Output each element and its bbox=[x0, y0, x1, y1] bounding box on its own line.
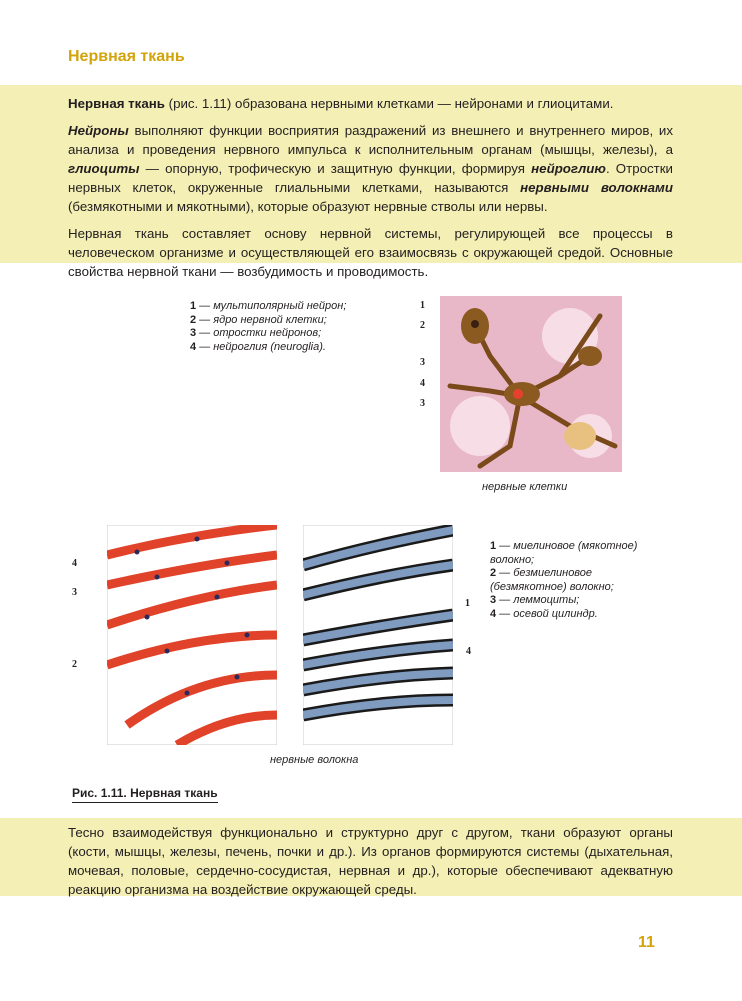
term: нервными волокнами bbox=[520, 180, 673, 195]
legend-fibers bbox=[490, 540, 650, 621]
term: Нейроны bbox=[68, 123, 129, 138]
label: 2 bbox=[72, 659, 77, 670]
text: (безмякотными и мякотными), которые образуют нервные стволы или нервы. bbox=[68, 199, 548, 214]
legend-item: 1 — миелиновое (мякотное) волокно; bbox=[490, 540, 638, 566]
intro-band bbox=[0, 85, 742, 279]
outro-paragraph: Тесно взаимодействуя функционально и структурно друг с другом, ткани образуют органы (кости, мышцы, железы, печень, почки и др.). Из органов формируются системы (дыхательная, мочевая, половые, сердечно-сосудистая, нервная и др.), которые обеспечивают адекватную реакцию организма на воздействие окружающей среды. bbox=[68, 825, 673, 897]
legend-item: 3 — отростки нейронов; bbox=[190, 327, 322, 339]
page-number: 11 bbox=[638, 934, 655, 951]
fibers-caption: нервные волокна bbox=[270, 754, 359, 766]
label: 3 bbox=[420, 357, 425, 368]
text: . Отростки нервных клеток, окруженные глиальными клетками, называются bbox=[68, 161, 673, 195]
label: 2 bbox=[420, 320, 425, 331]
section-title: Нервная ткань bbox=[68, 48, 185, 65]
label: 4 bbox=[420, 378, 425, 389]
text: (рис. 1.11) образована нервными клетками — нейронами и глиоцитами. bbox=[164, 96, 614, 111]
nerve-cells-illustration bbox=[440, 296, 622, 472]
figure-caption: Рис. 1.11. Нервная ткань bbox=[72, 786, 218, 803]
text: выполняют функции восприятия раздражений из внешнего и внутреннего миров, их анализа и проведения нервного импульса к исполнительным органам (мышцы, железы), а bbox=[68, 123, 673, 157]
legend-item: 4 — осевой цилиндр. bbox=[490, 607, 598, 620]
intro-paragraph-3: Нервная ткань составляет основу нервной системы, регулирующей все процессы в человеческом организме и осуществляющей его взаимосвязь с окружающей средой. Основные свойства нервной ткани — возбудимость и проводимость. bbox=[68, 226, 673, 279]
cells-caption: нервные клетки bbox=[482, 481, 568, 493]
intro-text bbox=[68, 94, 673, 289]
term: глиоциты bbox=[68, 161, 140, 176]
term: нейроглию bbox=[531, 161, 606, 176]
label: 4 bbox=[466, 646, 471, 657]
label: 1 bbox=[420, 300, 425, 311]
unmyelinated-fibers-illustration bbox=[107, 525, 277, 745]
legend-item: 2 — ядро нервной клетки; bbox=[190, 313, 327, 326]
term: Нервная ткань bbox=[68, 96, 165, 111]
intro-paragraph-2 bbox=[68, 121, 673, 216]
label: 4 bbox=[72, 558, 77, 569]
label: 1 bbox=[465, 598, 470, 609]
legend-cells bbox=[190, 300, 346, 354]
legend-item: 4 — нейроглия (neuroglia). bbox=[190, 340, 326, 353]
legend-item: 3 — леммоциты; bbox=[490, 594, 580, 606]
label: 3 bbox=[420, 398, 425, 409]
myelinated-fibers-illustration bbox=[303, 525, 453, 745]
outro-band bbox=[0, 818, 742, 896]
label: 3 bbox=[72, 587, 77, 598]
intro-paragraph-1 bbox=[68, 94, 673, 113]
text: — опорную, трофическую и защитную функции, формируя bbox=[139, 161, 532, 176]
legend-item: 2 — безмиелиновое (безмякотное) волокно; bbox=[490, 567, 614, 593]
legend-item: 1 — мультиполярный нейрон; bbox=[190, 300, 347, 312]
